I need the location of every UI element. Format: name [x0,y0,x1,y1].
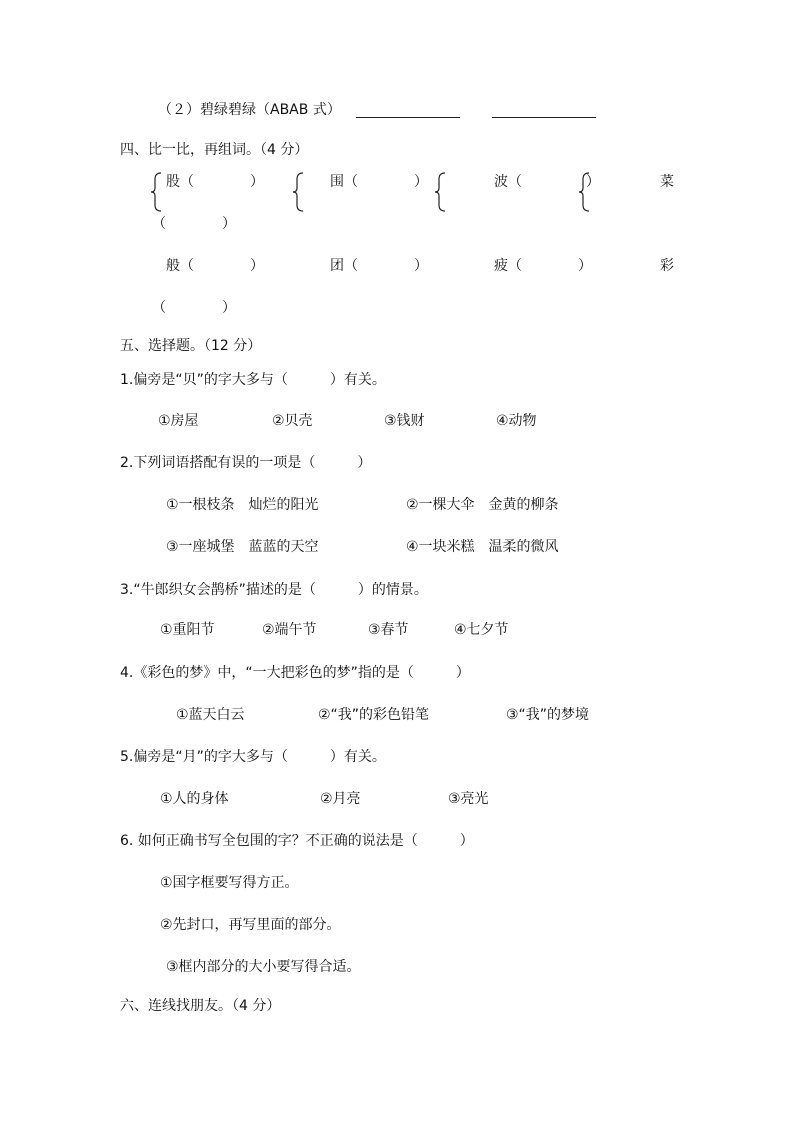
answer-blank-2[interactable] [492,117,596,118]
q5-option-a[interactable]: ①人的身体 [160,791,229,807]
section-5-title: 五、选择题。（12 分） [120,338,262,354]
word-pi[interactable]: 疲（ ） [494,258,592,274]
word-row2-cont[interactable]: （ ） [152,300,236,316]
q1-option-a[interactable]: ①房屋 [158,413,199,429]
question-6: 6. 如何正确书写全包围的字？不正确的说法是（ ） [120,833,474,849]
word-gu[interactable]: 股（ ） [166,174,264,190]
q3-option-c[interactable]: ③春节 [368,622,409,638]
item-bilv: （２）碧绿碧绿（ABAB 式） [158,102,341,118]
q4-option-c[interactable]: ③“我”的梦境 [506,707,590,723]
question-5: 5.偏旁是“月”的字大多与（ ）有关。 [120,749,386,765]
q6-option-a[interactable]: ①国字框要写得方正。 [160,875,299,891]
q4-option-b[interactable]: ②“我”的彩色铅笔 [318,707,430,723]
answer-blank-1[interactable] [356,117,460,118]
q5-option-b[interactable]: ②月亮 [320,791,361,807]
q1-option-b[interactable]: ②贝壳 [272,413,313,429]
word-bo-close: ） [586,174,600,190]
left-brace-icon [434,172,448,212]
q1-option-c[interactable]: ③钱财 [384,413,425,429]
word-tuan[interactable]: 团（ ） [330,258,428,274]
question-4: 4.《彩色的梦》中，“一大把彩色的梦”指的是（ ） [120,665,470,681]
q2-option-c[interactable]: ③一座城堡 蓝蓝的天空 [166,539,319,555]
word-wei[interactable]: 围（ ） [330,174,428,190]
q6-option-c[interactable]: ③框内部分的大小要写得合适。 [166,959,361,975]
q3-option-b[interactable]: ②端午节 [262,622,317,638]
q5-option-c[interactable]: ③亮光 [448,791,489,807]
q6-option-b[interactable]: ②先封口，再写里面的部分。 [160,917,341,933]
word-bo[interactable]: 波（ [494,174,522,190]
left-brace-icon [150,172,164,212]
q1-option-d[interactable]: ④动物 [496,413,537,429]
word-cai-1[interactable]: 菜 [660,174,674,190]
question-2: 2.下列词语搭配有误的一项是（ ） [120,455,372,471]
q3-option-a[interactable]: ①重阳节 [160,622,215,638]
question-1: 1.偏旁是“贝”的字大多与（ ）有关。 [120,372,386,388]
q4-option-a[interactable]: ①蓝天白云 [176,707,245,723]
question-3: 3.“牛郎织女会鹊桥”描述的是（ ）的情景。 [120,582,428,598]
word-ban[interactable]: 般（ ） [166,258,264,274]
word-row1-cont[interactable]: （ ） [152,216,236,232]
q3-option-d[interactable]: ④七夕节 [454,622,509,638]
q2-option-d[interactable]: ④一块米糕 温柔的微风 [406,539,559,555]
q2-option-a[interactable]: ①一根枝条 灿烂的阳光 [166,497,319,513]
q2-option-b[interactable]: ②一棵大伞 金黄的柳条 [406,497,559,513]
section-4-title: 四、比一比，再组词。（4 分） [120,142,309,158]
word-cai-2[interactable]: 彩 [660,258,674,274]
section-6-title: 六、连线找朋友。（4 分） [120,998,281,1014]
left-brace-icon [292,172,306,212]
